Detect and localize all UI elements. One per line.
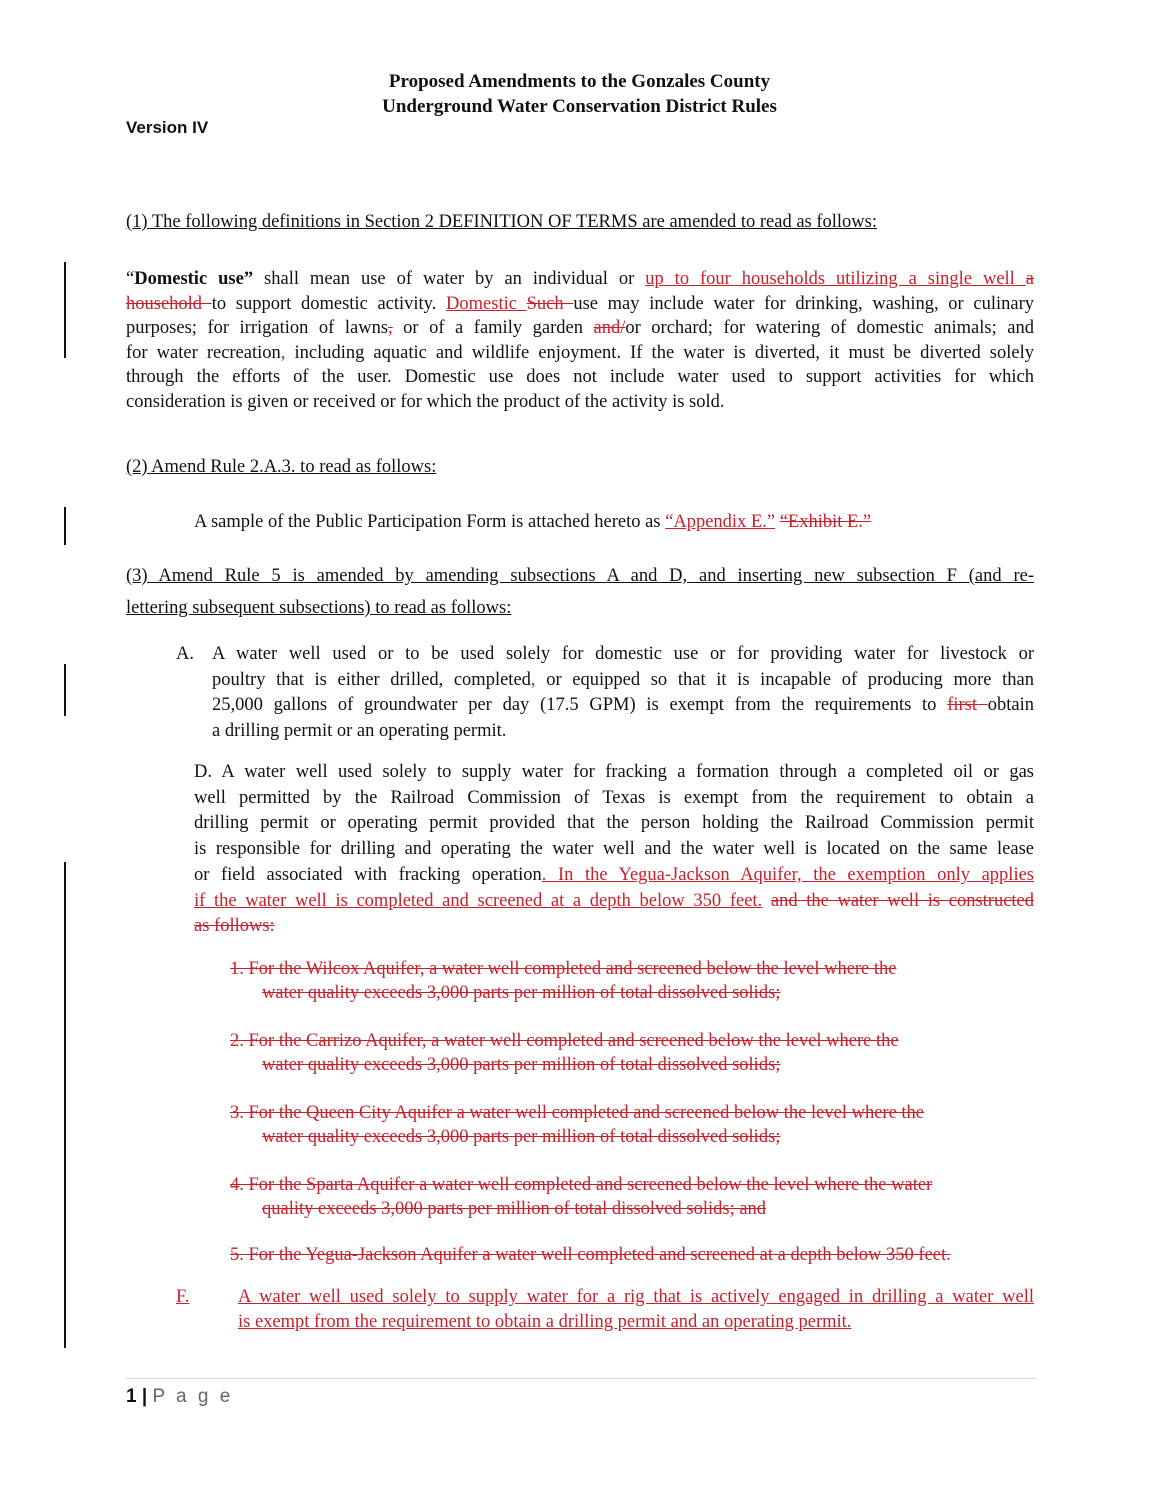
deletion: as follows: [194, 916, 275, 937]
definition-line [126, 292, 1034, 317]
insertion: up to four households utilizing a single well [645, 269, 1026, 289]
section3-heading [126, 560, 1034, 624]
deleted-list-item: quality exceeds 3,000 parts per million of total dissolved solids; and [262, 1199, 767, 1219]
quote-mark: “ [126, 269, 135, 289]
deletion: and/ [593, 318, 626, 338]
section2-heading: (2) Amend Rule 2.A.3. to read as follows: [126, 457, 437, 477]
text: including aquatic and wildlife enjoyment. If the water is diverted, it must be diverted solely [285, 342, 1034, 363]
deleted-list-item: 4. For the Sparta Aquifer a water well completed and screened below the level where the water [230, 1175, 933, 1195]
deletion: “Exhibit E.” [779, 512, 872, 532]
deleted-list-item: 1. For the Wilcox Aquifer, a water well completed and screened below the level where the [230, 959, 897, 979]
text: or of a family garden [392, 318, 594, 338]
deletion: first [947, 695, 988, 715]
text: obtain [987, 695, 1034, 715]
subsection-d [194, 760, 1034, 940]
subsection-line: well permitted by the Railroad Commission of Texas is exempt from the requirement to obtain a [194, 787, 1034, 808]
subsection-f [238, 1285, 1034, 1334]
text: A sample of the Public Participation Form is attached hereto as [194, 512, 666, 532]
change-bar [64, 507, 66, 545]
change-bar [64, 664, 66, 716]
deleted-list-item: 5. For the Yegua-Jackson Aquifer a water well completed and screened at a depth below 350 feet. [230, 1245, 951, 1265]
definition-line [126, 341, 1034, 366]
page-number: 1 [126, 1386, 137, 1407]
text: through the efforts of the user. Domestic use does not include water used to support activities for which [126, 367, 1034, 387]
definition-line [126, 390, 1034, 415]
subsection-line: is exempt from the requirement to obtain a drilling permit and an operating permit. [238, 1311, 852, 1332]
document-title-line1: Proposed Amendments to the Gonzales County [388, 71, 771, 92]
deletion: Such [526, 293, 574, 314]
insertion: , [530, 669, 536, 690]
subsection-line [194, 863, 1034, 889]
section2-text [194, 510, 871, 535]
subsection-f-label: F. [176, 1287, 190, 1307]
text: purposes; for irrigation of lawns [126, 318, 389, 338]
footer-divider [126, 1378, 1036, 1379]
insertion: . In the Yegua-Jackson Aquifer, the exemption only applies [541, 864, 1034, 885]
heading-line: lettering subsequent subsections) to read as follows: [126, 598, 512, 618]
section1-heading: (1) The following definitions in Section 2 DEFINITION OF TERMS are amended to read as follows: [126, 212, 878, 232]
definition-line [126, 267, 1034, 292]
version-label: Version IV [126, 118, 209, 137]
subsection-a-label: A. [176, 644, 194, 664]
text: consideration is given or received or for which the product of the activity is sold. [126, 391, 725, 412]
page-footer [126, 1386, 233, 1408]
subsection-line [194, 914, 1034, 940]
space [762, 891, 771, 911]
deletion: a [1025, 269, 1034, 289]
text: poultry that is either drilled, completed [212, 669, 531, 690]
subsection-line [212, 668, 1034, 694]
document-title-line2: Underground Water Conservation District Rules [382, 96, 777, 117]
subsection-line [194, 889, 1034, 915]
text: to support domestic activity. [211, 293, 447, 314]
heading-line: (3) Amend Rule 5 is amended by amending subsections A and D, and inserting new subsection F (and re- [126, 566, 1034, 586]
insertion: “Appendix E.” [665, 512, 776, 532]
definition-line [126, 316, 1034, 341]
text: 25,000 gallons of groundwater per day (17.5 GPM) is exempt from the requirements to [212, 695, 948, 715]
deletion: household [126, 293, 212, 314]
page-label: P a g e [152, 1386, 234, 1407]
subsection-line: is responsible for drilling and operating the water well and the water well is located on the same lease [194, 839, 1034, 860]
domestic-use-definition [126, 267, 1034, 414]
definition-line [126, 365, 1034, 390]
deleted-list-item: water quality exceeds 3,000 parts per million of total dissolved solids; [262, 983, 781, 1003]
text: or field associated with fracking operation [194, 864, 542, 885]
text: shall mean use of water by an individual or [253, 269, 646, 289]
text: or orchard; for watering of domestic animals; and [625, 318, 1034, 338]
text: use may include water for drinking, washing, or culinary [573, 293, 1035, 314]
insertion: , [280, 342, 286, 363]
subsection-a [212, 642, 1034, 744]
subsection-line: A water well used solely to supply water for a rig that is actively engaged in drilling a water well [238, 1287, 1034, 1307]
deletion: , [388, 318, 393, 338]
text: or equipped so that it is incapable of producing more than [535, 669, 1034, 690]
subsection-line: D. A water well used solely to supply water for fracking a formation through a completed oil or gas [194, 762, 1034, 782]
subsection-line: drilling permit or operating permit provided that the person holding the Railroad Commission permit [194, 813, 1034, 834]
deleted-list-item: water quality exceeds 3,000 parts per million of total dissolved solids; [262, 1127, 781, 1147]
change-bar [64, 862, 66, 1348]
deleted-list-item: 3. For the Queen City Aquifer a water well completed and screened below the level where the [230, 1103, 925, 1123]
subsection-line: A water well used or to be used solely for domestic use or for providing water for livestock or [212, 644, 1034, 664]
change-bar [64, 262, 66, 358]
defined-term: Domestic use” [134, 269, 254, 289]
deletion: and the water well is constructed [770, 890, 1035, 911]
subsection-line: a drilling permit or an operating permit. [212, 720, 507, 741]
insertion: Domestic [446, 293, 527, 314]
insertion: if the water well is completed and screened at a depth below 350 feet. [194, 890, 763, 911]
footer-separator: | [136, 1386, 153, 1407]
subsection-line [212, 693, 1034, 719]
text: for water recreation [126, 342, 281, 363]
deleted-list-item: water quality exceeds 3,000 parts per million of total dissolved solids; [262, 1055, 781, 1075]
deleted-list-item: 2. For the Carrizo Aquifer, a water well completed and screened below the level where the [230, 1031, 899, 1051]
